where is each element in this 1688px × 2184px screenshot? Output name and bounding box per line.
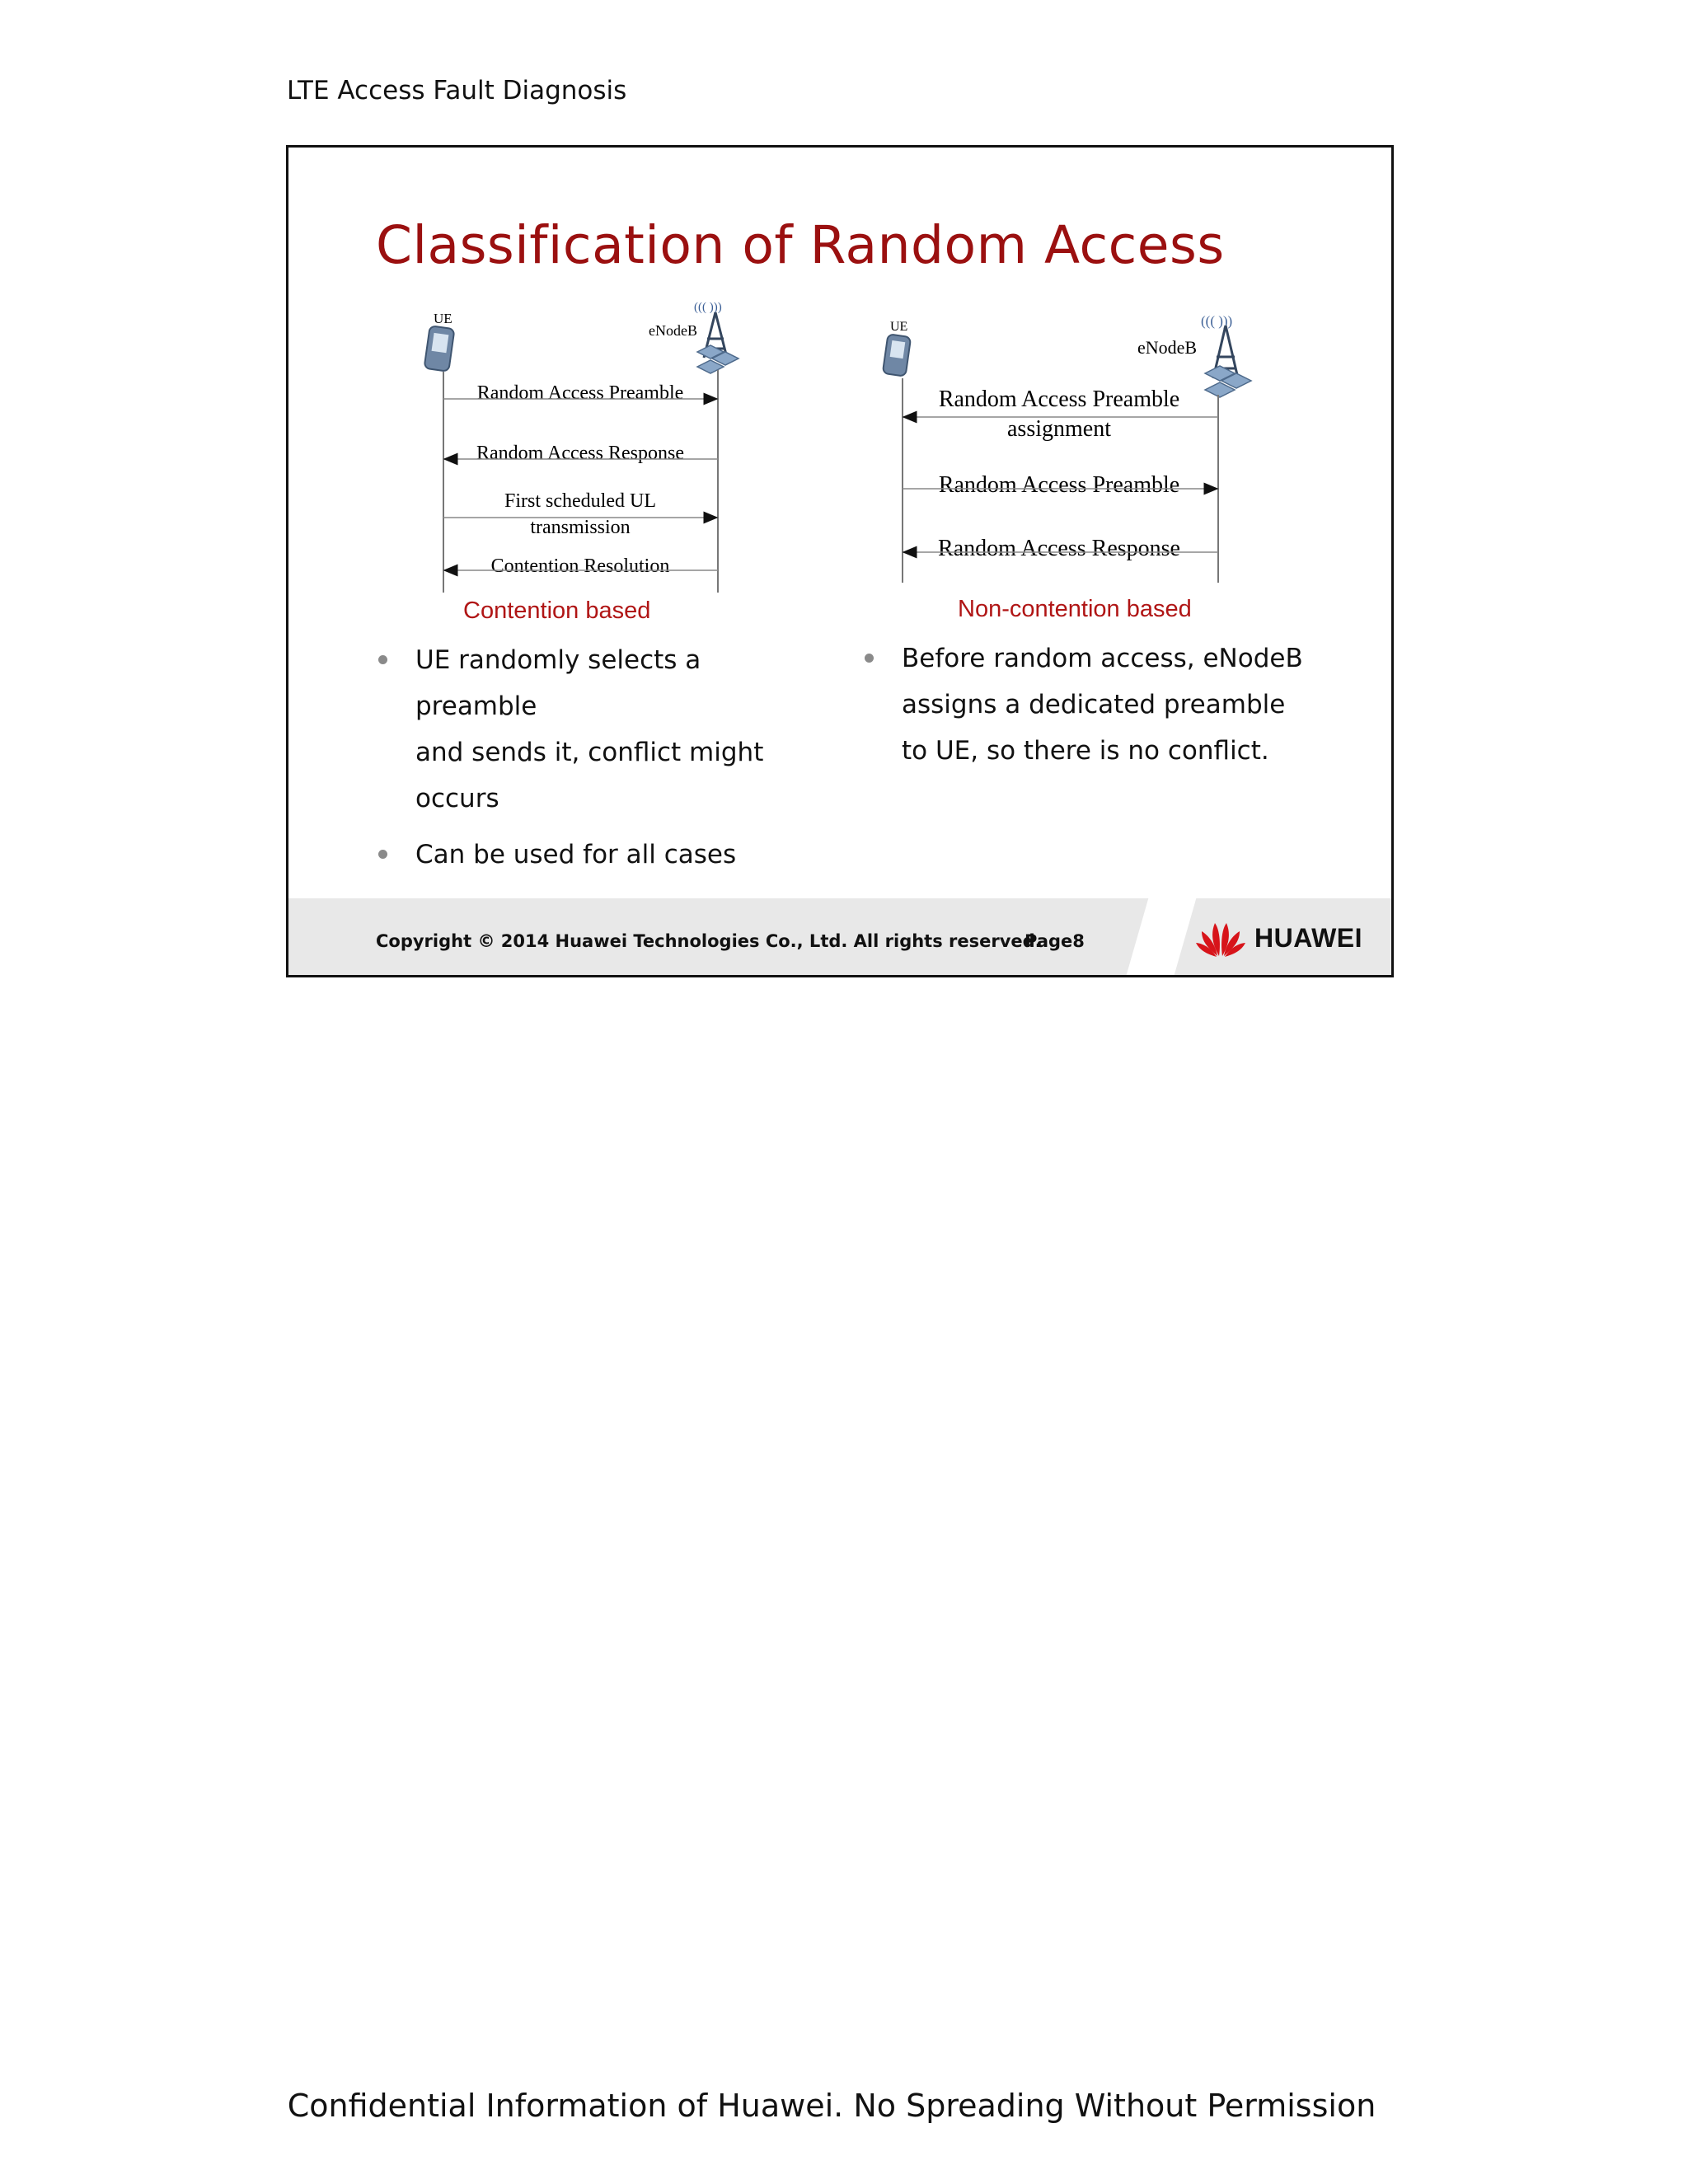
bullet-line: assigns a dedicated preamble	[902, 690, 1286, 719]
right-ue-phone-icon	[883, 334, 911, 376]
slide	[286, 145, 1394, 977]
copyright-text: Copyright © 2014 Huawei Technologies Co., Ltd. All rights reserved.	[376, 931, 1042, 951]
svg-text:((( ))): ((( )))	[694, 301, 722, 314]
slide-footer	[288, 898, 1391, 975]
left-msg-1-label: Random Access Preamble	[476, 382, 684, 404]
bullet-line: Can be used for all cases	[415, 840, 737, 869]
left-msg-3-label-line2: transmission	[530, 517, 631, 538]
document-header: LTE Access Fault Diagnosis	[287, 76, 627, 105]
non-contention-bullet-1	[865, 635, 1326, 774]
page-number: Page8	[1025, 931, 1085, 951]
contention-diagram	[424, 301, 738, 593]
left-ue-label: UE	[434, 311, 452, 326]
bullet-line: Before random access, eNodeB	[902, 644, 1303, 673]
contention-bullet-2	[378, 832, 807, 878]
right-msg-2-label: Random Access Preamble	[938, 472, 1180, 498]
footer-divider	[1127, 898, 1197, 975]
right-msg-1-label-line2: assignment	[1007, 416, 1111, 442]
right-enodeb-tower-icon	[1201, 313, 1251, 397]
right-ue-label: UE	[890, 320, 908, 334]
bullet-line: to UE, so there is no conflict.	[902, 736, 1269, 766]
bullet-dot-icon	[865, 654, 874, 663]
left-enodeb-label: eNodeB	[649, 322, 697, 339]
huawei-logo	[1195, 918, 1362, 958]
non-contention-caption: Non-contention based	[958, 596, 1192, 622]
contention-caption: Contention based	[463, 598, 651, 624]
slide-title: Classification of Random Access	[376, 215, 1225, 275]
sequence-diagrams	[288, 148, 1394, 658]
bullet-line: and sends it, conflict might	[415, 738, 764, 767]
bullet-line: UE randomly selects a preamble	[415, 645, 701, 721]
left-msg-3-label-line1: First scheduled UL	[504, 490, 656, 512]
left-ue-phone-icon	[424, 326, 455, 372]
left-enodeb-tower-icon	[694, 301, 738, 373]
non-contention-bullets	[865, 635, 1326, 774]
right-msg-3-label: Random Access Response	[938, 536, 1180, 561]
confidential-notice-text: Confidential Information of Huawei. No Spreading Without Permission	[287, 2088, 1376, 2124]
bullet-line: occurs	[415, 784, 499, 813]
contention-bullet-1	[378, 637, 807, 822]
non-contention-diagram	[883, 313, 1251, 583]
right-enodeb-label: eNodeB	[1137, 337, 1198, 358]
confidential-notice	[0, 2088, 1688, 2124]
contention-bullets	[378, 637, 807, 878]
svg-text:((( ))): ((( )))	[1201, 313, 1233, 329]
left-msg-4-label: Contention Resolution	[490, 555, 670, 577]
left-msg-2-label: Random Access Response	[476, 443, 684, 464]
huawei-flower-icon	[1195, 918, 1246, 958]
right-msg-1-label-line1: Random Access Preamble	[938, 387, 1180, 412]
bullet-dot-icon	[378, 655, 387, 664]
huawei-wordmark: HUAWEI	[1254, 922, 1362, 953]
bullet-dot-icon	[378, 850, 387, 859]
